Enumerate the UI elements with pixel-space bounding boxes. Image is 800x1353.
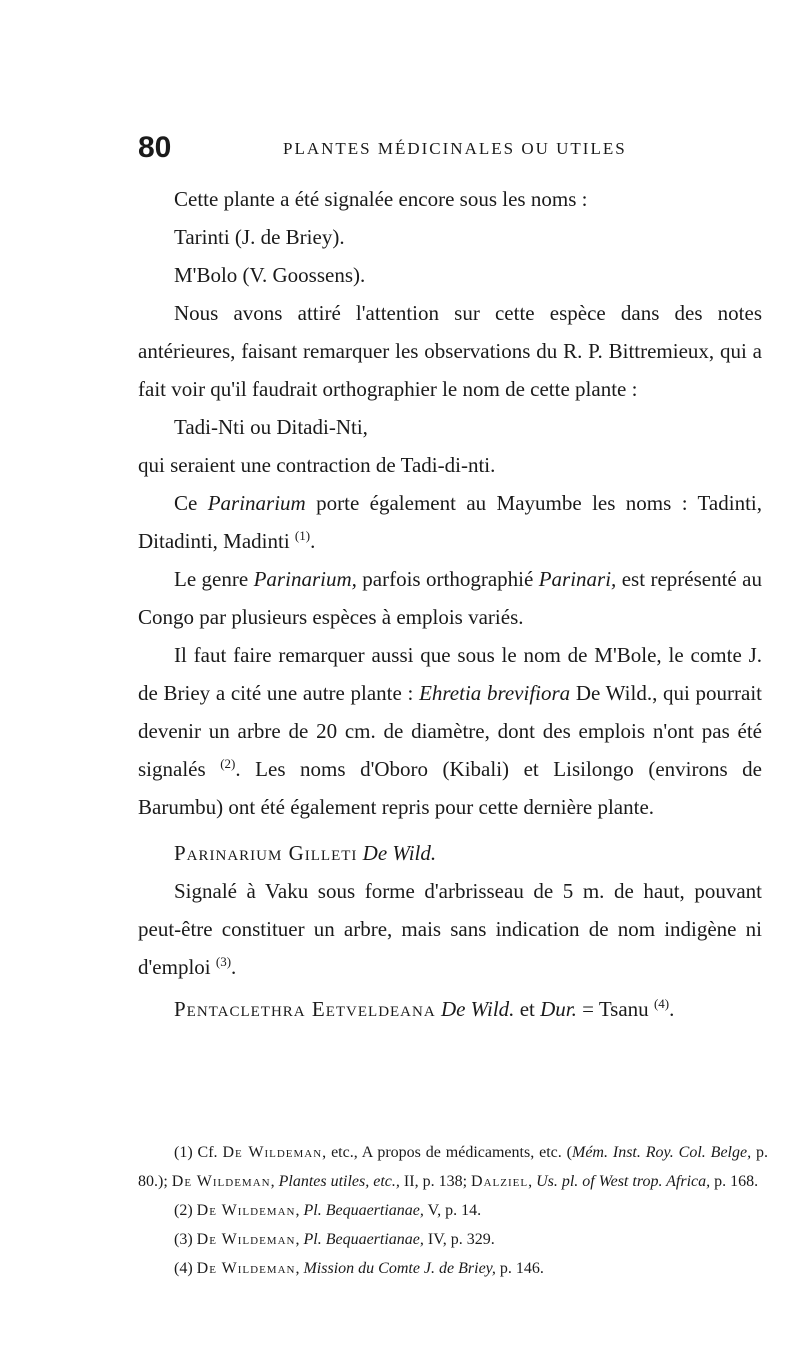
section-heading [138,834,762,872]
footnote-ref: (3) [215,954,232,969]
author-name: De Wildeman [222,1144,323,1161]
text-run: Signalé à Vaku sous forme d'arbrisseau de 5 m. de haut, pouvant peut-être constituer un arbre, mais sans indication de nom indigène ni d'emploi [138,879,762,979]
author-abbrev: De Wild. [357,841,437,865]
text-run: IV, p. 329. [423,1231,495,1248]
footnotes [138,1138,768,1283]
author-name: De Wildeman [196,1202,296,1219]
publication-title: Mém. Inst. Roy. Col. Belge, [571,1144,752,1161]
section-heading [138,990,762,1028]
text-run: . [231,955,237,979]
main-text [138,180,762,1028]
text-run: p. 146. [495,1260,544,1277]
text-run: II, p. 138; [399,1173,472,1190]
author-abbrev: De Wild. [435,997,515,1021]
footnote [138,1196,768,1225]
page-header [138,131,758,171]
paragraph: Tadi-Nti ou Ditadi-Nti, [174,415,368,439]
paragraph: Tarinti (J. de Briey). [174,225,345,249]
text-run: = Tsanu [576,997,654,1021]
text-run: . [669,997,675,1021]
page-number: 80 [138,131,172,164]
footnote [138,1225,768,1254]
publication-title: Mission du Comte J. de Briey, [303,1260,496,1277]
footnote [138,1254,768,1283]
running-title: PLANTES MÉDICINALES OU UTILES [283,139,627,158]
text-run: Ce [174,491,208,515]
text-run: (4) [174,1260,197,1277]
genus-name: Parinarium, [253,567,357,591]
text-run: V, p. 14. [423,1202,482,1219]
text-run: , [295,1260,304,1277]
publication-title: Pl. Bequaertianae, [303,1231,424,1248]
paragraph [138,636,762,826]
author-name: De Wildeman [196,1260,296,1277]
text-run: Le genre [174,567,254,591]
paragraph [138,872,762,986]
text-run: (1) Cf. [174,1144,223,1161]
text-run: , etc., A propos de médicaments, etc. ( [322,1144,572,1161]
text-run: (2) [174,1202,197,1219]
publication-title: Plantes utiles, etc., [278,1173,400,1190]
species-name: Ehretia brevifiora [419,681,571,705]
author-name: Dalziel [471,1173,529,1190]
author-name: De Wildeman [171,1173,271,1190]
paragraph: Nous avons attiré l'attention sur cette espèce dans des notes antérieures, faisant remarquer les observations du R. P. Bittremieux, qui a fait voir qu'il faudrait orthographier le nom de cette plante : [138,301,762,401]
text-run: (3) [174,1231,197,1248]
footnote [138,1138,768,1196]
paragraph [138,560,762,636]
text-run: , [528,1173,537,1190]
paragraph: Cette plante a été signalée encore sous les noms : [174,187,588,211]
footnote-ref: (2) [220,756,236,771]
author-name: De Wildeman [196,1231,296,1248]
paragraph: qui seraient une contraction de Tadi-di-nti. [138,453,496,477]
text-run: est représenté au Congo par plusieurs espèces à emplois variés. [138,567,762,629]
species-name: Parinarium Gilleti [174,841,358,865]
footnote-ref: (1) [294,528,311,543]
text-run: , [295,1231,304,1248]
publication-title: Us. pl. of West trop. Africa, [536,1173,711,1190]
text-run: , [270,1173,279,1190]
footnote-ref: (4) [653,996,670,1011]
text-run: p. 80.); [138,1144,769,1190]
text-run: , [295,1202,304,1219]
paragraph [138,484,762,560]
genus-name: Parinarium [207,491,306,515]
text-run: . [310,529,316,553]
text-run: porte également au Mayumbe les noms : Tadinti, Ditadinti, Madinti [138,491,762,553]
text-run: . Les noms d'Oboro (Kibali) et Lisilongo (environs de Barumbu) ont été également repris pour cette dernière plante. [138,757,762,819]
text-run: parfois orthographié [356,567,539,591]
text-run: p. 168. [710,1173,759,1190]
paragraph: M'Bolo (V. Goossens). [174,263,366,287]
species-name: Pentaclethra Eetveldeana [174,997,436,1021]
text-run: Il faut faire remarquer aussi que sous le nom de M'Bole, le comte J. de Briey a cité une autre plante : [138,643,762,705]
text-run: De Wild., qui pourrait devenir un arbre de 20 cm. de diamètre, dont des emplois n'ont pas été signalés [138,681,763,781]
genus-name: Parinari, [538,567,617,591]
author-abbrev: Dur. [540,997,577,1021]
publication-title: Pl. Bequaertianae, [303,1202,424,1219]
text-run: et [514,997,541,1021]
